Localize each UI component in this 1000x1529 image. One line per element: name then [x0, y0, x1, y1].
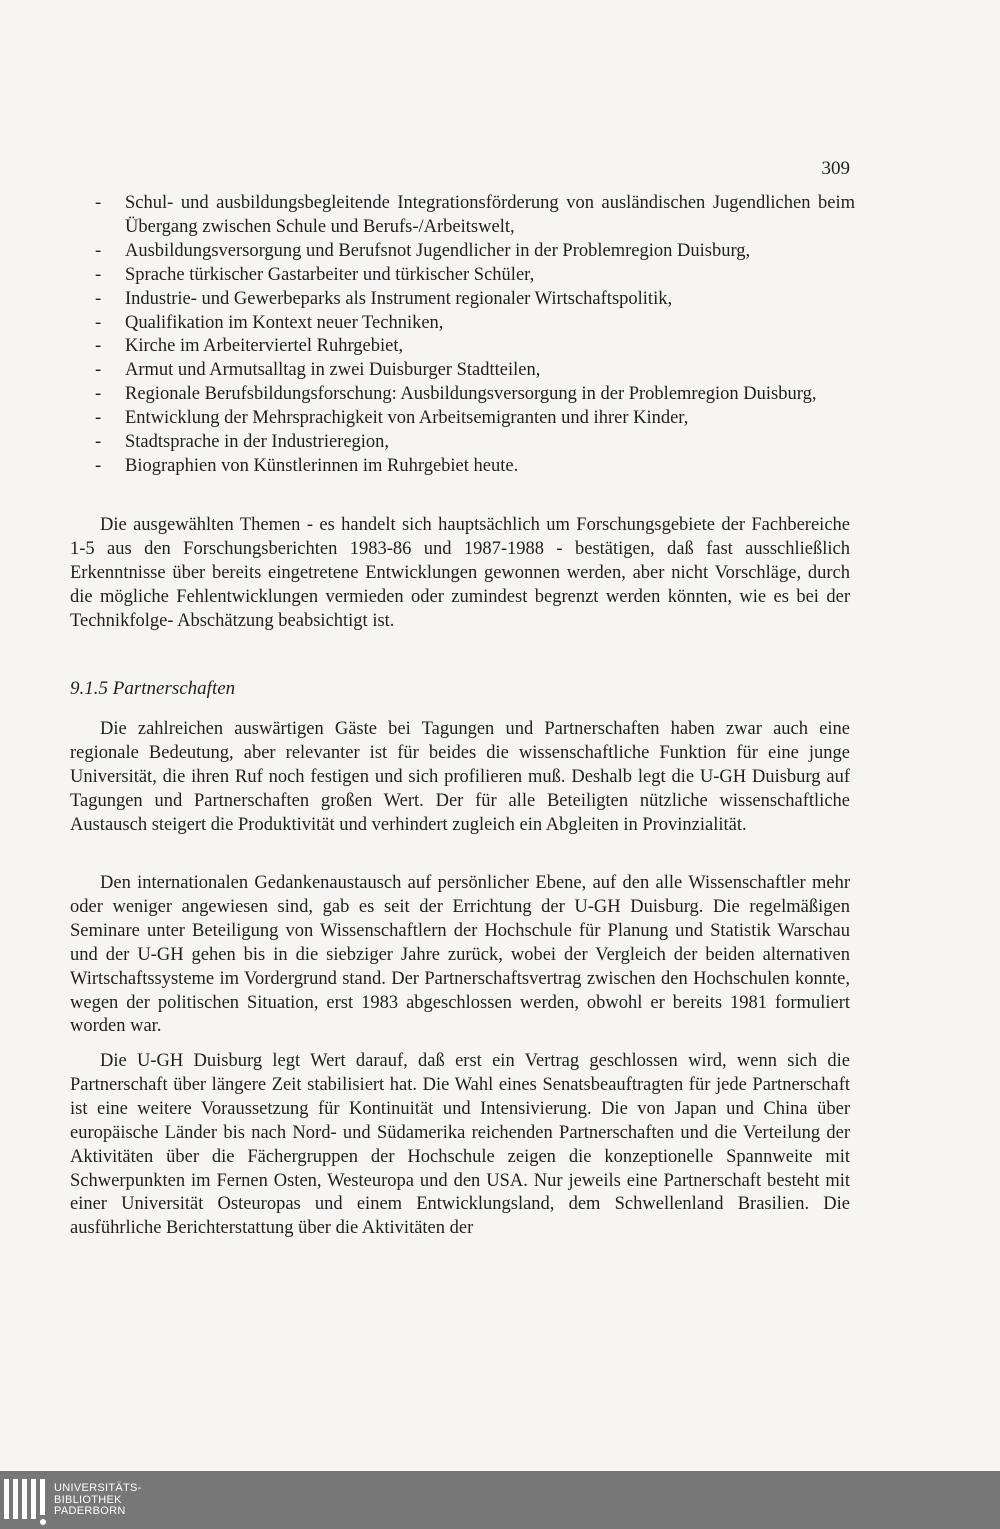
bullet-dash: - — [95, 288, 102, 309]
list-item-text: Stadtsprache in der Industrieregion, — [125, 432, 390, 453]
list-item — [95, 455, 855, 479]
list-item-text: Armut und Armutsalltag in zwei Duisburger Stadtteilen, — [125, 360, 541, 381]
bullet-dash: - — [95, 264, 102, 285]
list-item-text: Biographien von Künstlerinnen im Ruhrgebiet heute. — [125, 455, 519, 476]
paragraph-themes: Die ausgewählten Themen - es handelt sich hauptsächlich um Forschungsgebiete der Fachbereiche 1-5 aus den Forschungsberichten 1983-86 und 1987-1988 - bestätigen, daß fast ausschließlich Erkenntnisse über bereits eingetretene Entwicklungen gewonnen werden, aber nicht Vorschläge, durch die mögliche Fehlentwicklungen vermieden oder zumindest begrenzt werden könnten, wie es bei der Technikfolge- Abschätzung beabsichtigt ist. — [70, 515, 850, 631]
library-footer — [0, 1471, 1000, 1529]
bullet-dash: - — [95, 360, 102, 381]
topic-list — [95, 192, 855, 479]
page-number: 309 — [821, 158, 850, 179]
list-item-text: Industrie- und Gewerbeparks als Instrument regionaler Wirtschaftspolitik, — [125, 288, 673, 309]
bullet-dash: - — [95, 240, 102, 261]
list-item-text: Regionale Berufsbildungsforschung: Ausbildungsversorgung in der Problemregion Duisburg, — [125, 384, 817, 405]
list-item — [95, 383, 855, 407]
list-item-text: Sprache türkischer Gastarbeiter und türkischer Schüler, — [125, 264, 535, 285]
list-item — [95, 240, 855, 264]
bullet-dash: - — [95, 432, 102, 453]
list-item — [95, 407, 855, 431]
list-item — [95, 431, 855, 455]
list-item-text: Schul- und ausbildungsbegleitende Integrationsförderung von ausländischen Jugendlichen beim Übergang zwischen Schule und Berufs-/Arbeitswelt, — [125, 193, 855, 237]
paragraph-guests: Die zahlreichen auswärtigen Gäste bei Tagungen und Partnerschaften haben zwar auch eine regionale Bedeutung, aber relevanter ist für beides die wissenschaftliche Funktion für eine junge Universität, die ihren Ruf noch festigen und sich profilieren muß. Deshalb legt die U-GH Duisburg auf Tagungen und Partnerschaften großen Wert. Der für alle Beteiligten nützliche wissenschaftliche Austausch steigert die Produktivität und verhindert zugleich ein Abgleiten in Provinzialität. — [70, 719, 850, 835]
list-item-text: Ausbildungsversorgung und Berufsnot Jugendlicher in der Problemregion Duisburg, — [125, 240, 751, 261]
list-item — [95, 192, 855, 240]
logo-line: BIBLIOTHEK — [54, 1493, 122, 1506]
list-item-text: Kirche im Arbeiterviertel Ruhrgebiet, — [125, 336, 404, 357]
bullet-dash: - — [95, 455, 102, 476]
library-logo-icon — [4, 1479, 46, 1523]
list-item — [95, 288, 855, 312]
bullet-dash: - — [95, 312, 102, 333]
list-item — [95, 335, 855, 359]
logo-line: PADERBORN — [54, 1505, 126, 1517]
paragraph-partnerships: Die U-GH Duisburg legt Wert darauf, daß erst ein Vertrag geschlossen wird, wenn sich die Partnerschaft über längere Zeit stabilisiert hat. Die Wahl eines Senatsbeauftragten für jede Partnerschaft ist eine weitere Voraussetzung für Kontinuität und Intensivierung. Die von Japan und China über europäische Länder bis nach Nord- und Südamerika reichenden Partnerschaften und die Verteilung der Aktivitäten über die Fächergruppen der Hochschule zeigen die konzeptionelle Spannweite mit Schwerpunkten im Fernen Osten, Westeuropa und den USA. Nur jeweils eine Partnerschaft besteht mit einer Universität Osteuropas und einem Entwicklungsland, dem Schwellenland Brasilien. Die ausführliche Berichterstattung über die Aktivitäten der — [70, 1051, 850, 1239]
bullet-dash: - — [95, 193, 102, 213]
paragraph-exchange: Den internationalen Gedankenaustausch auf persönlicher Ebene, auf den alle Wissenschaftler mehr oder weniger angewiesen sind, gab es seit der Errichtung der U-GH Duisburg. Die regelmäßigen Seminare unter Beteiligung von Wissenschaftlern der Hochschule für Planung und Statistik Warschau und der U-GH gehen bis in die siebziger Jahre zurück, wobei der Vergleich der beiden alternativen Wirtschaftssysteme im Vordergrund stand. Der Partnerschaftsvertrag zwischen den Hochschulen konnte, wegen der politischen Situation, erst 1983 abgeschlossen werden, obwohl er bereits 1981 formuliert worden war. — [70, 873, 850, 1037]
logo-line: UNIVERSITÄTS- — [54, 1482, 142, 1494]
list-item-text: Entwicklung der Mehrsprachigkeit von Arbeitsemigranten und ihrer Kinder, — [125, 408, 689, 429]
bullet-dash: - — [95, 384, 102, 405]
list-item — [95, 312, 855, 336]
list-item — [95, 359, 855, 383]
section-heading: 9.1.5 Partnerschaften — [70, 678, 236, 699]
library-logo-text — [54, 1483, 142, 1518]
bullet-dash: - — [95, 408, 102, 429]
bullet-dash: - — [95, 336, 102, 357]
list-item-text: Qualifikation im Kontext neuer Techniken, — [125, 312, 444, 333]
list-item — [95, 264, 855, 288]
